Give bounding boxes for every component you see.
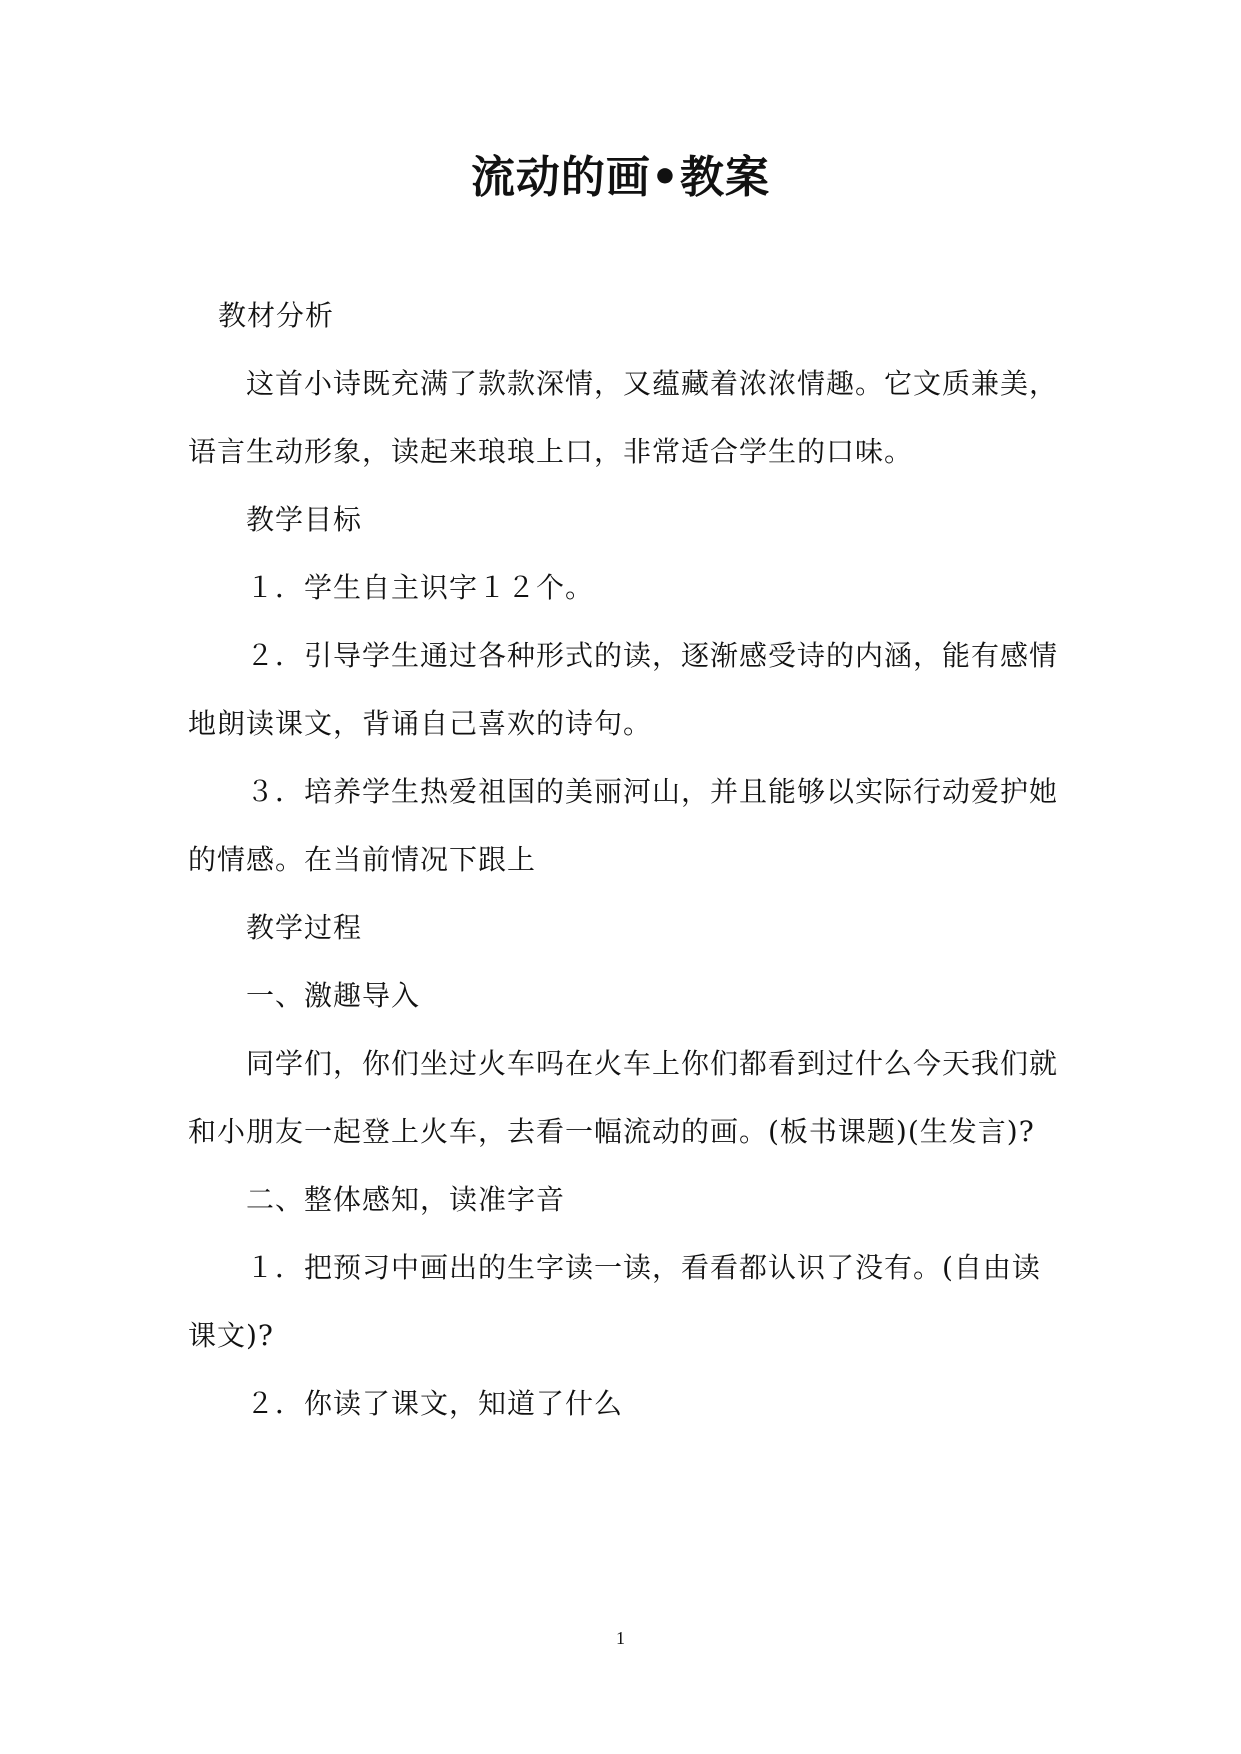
list-item: １．把预习中画出的生字读一读，看看都认识了没有。(自由读 xyxy=(246,1251,1041,1284)
list-item: ３．培养学生热爱祖国的美丽河山，并且能够以实际行动爱护她 xyxy=(246,775,1059,808)
document-title: 流动的画•教案 xyxy=(470,152,771,203)
paragraph-line: 同学们，你们坐过火车吗在火车上你们都看到过什么今天我们就 xyxy=(246,1047,1059,1080)
paragraph-line: 这首小诗既充满了款款深情，又蕴藏着浓浓情趣。它文质兼美， xyxy=(246,367,1059,400)
paragraph-line: 的情感。在当前情况下跟上 xyxy=(188,843,537,876)
paragraph-line: 语言生动形象，读起来琅琅上口，非常适合学生的口味。 xyxy=(188,435,914,468)
paragraph-line: 地朗读课文，背诵自己喜欢的诗句。 xyxy=(188,707,653,740)
page-number: 1 xyxy=(616,1628,625,1648)
heading-teaching-goals: 教学目标 xyxy=(246,503,363,536)
heading-teaching-process: 教学过程 xyxy=(246,911,363,944)
list-item: １．学生自主识字１２个。 xyxy=(246,571,595,604)
section-heading: 一、激趣导入 xyxy=(246,979,421,1012)
list-item: ２．引导学生通过各种形式的读，逐渐感受诗的内涵，能有感情 xyxy=(246,639,1059,672)
heading-materials-analysis: 教材分析 xyxy=(218,299,335,332)
paragraph-line: 和小朋友一起登上火车，去看一幅流动的画。(板书课题)(生发言)? xyxy=(188,1115,1035,1148)
section-heading: 二、整体感知，读准字音 xyxy=(246,1183,566,1216)
paragraph-line: 课文)? xyxy=(188,1319,274,1352)
list-item: ２．你读了课文，知道了什么 xyxy=(246,1387,624,1420)
